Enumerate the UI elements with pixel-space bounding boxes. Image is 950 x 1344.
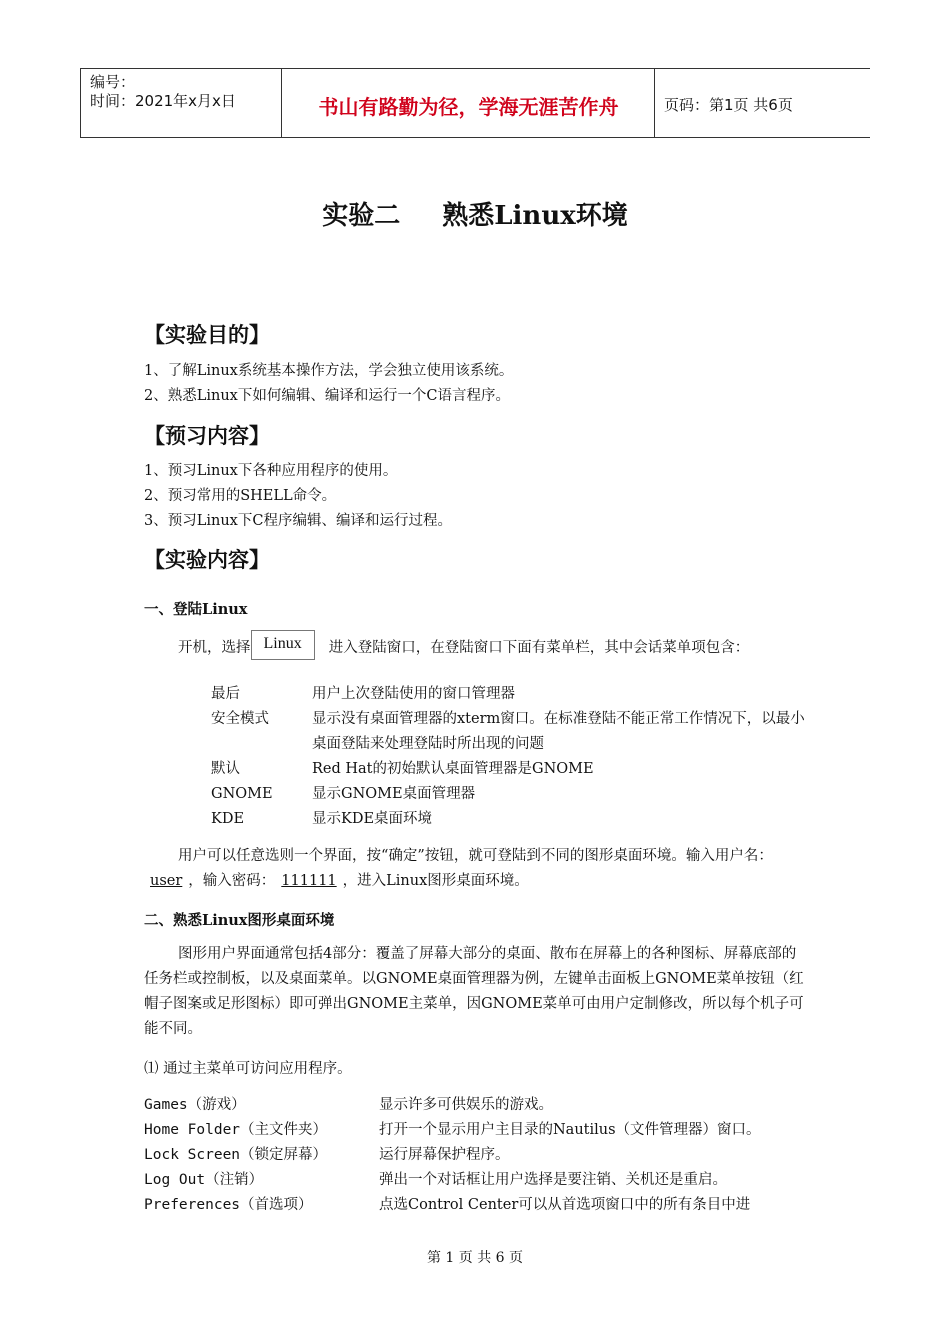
session-desc-kde: 显示KDE桌面环境 (312, 811, 433, 827)
session-term-gnome: GNOME (211, 786, 273, 802)
desktop-paragraph (144, 942, 810, 1042)
header-page-cell (655, 69, 870, 137)
purpose-item-2: 2、熟悉Linux下如何编辑、编译和运行一个C语言程序。 (144, 388, 510, 404)
title-part-2: 熟悉Linux环境 (442, 201, 628, 231)
desktop-sub-item-1: ⑴ 通过主菜单可访问应用程序。 (144, 1061, 352, 1077)
menu-term-preferences: Preferences（首选项） (144, 1197, 313, 1213)
menu-desc-lock-screen: 运行屏幕保护程序。 (379, 1147, 510, 1163)
preview-item-2: 2、预习常用的SHELL命令。 (144, 488, 337, 504)
menu-term-lock-screen: Lock Screen（锁定屏幕） (144, 1147, 328, 1163)
login-intro-b: 进入登陆窗口，在登陆窗口下面有菜单栏，其中会话菜单项包含： (328, 640, 750, 656)
header-motto-cell (282, 69, 655, 137)
login-intro-a: 开机，选择 (178, 640, 251, 656)
session-term-last: 最后 (211, 686, 240, 702)
section-heading-purpose: 【实验目的】 (144, 323, 270, 347)
session-desc-gnome: 显示GNOME桌面管理器 (312, 786, 476, 802)
subheading-login: 一、登陆Linux (144, 601, 248, 618)
menu-desc-preferences: 点选Control Center可以从首选项窗口中的所有条目中进 (379, 1197, 751, 1213)
linux-option-box: Linux (251, 630, 315, 660)
purpose-item-1: 1、了解Linux系统基本操作方法，学会独立使用该系统。 (144, 363, 514, 379)
session-desc-default: Red Hat的初始默认桌面管理器是GNOME (312, 761, 594, 777)
header-motto: 书山有路勤为径，学海无涯苦作舟 (318, 95, 619, 119)
doc-time-label: 时间：2021年x月x日 (90, 92, 236, 110)
menu-desc-games: 显示许多可供娱乐的游戏。 (379, 1097, 553, 1113)
login-credentials-paragraph (144, 844, 810, 894)
document-title (0, 195, 950, 232)
session-desc-last: 用户上次登陆使用的窗口管理器 (312, 686, 515, 702)
header-table (80, 68, 870, 138)
credentials-text-a: 用户可以任意选则一个界面，按“确定”按钮，就可登陆到不同的图形桌面环境。输入用户名： (178, 848, 773, 864)
session-desc-safe: 显示没有桌面管理器的xterm窗口。在标准登陆不能正常工作情况下，以最小桌面登陆来处理登陆时所出现的问题 (312, 711, 805, 752)
session-term-default: 默认 (211, 761, 240, 777)
doc-number-label: 编号： (90, 73, 136, 91)
section-heading-preview: 【预习内容】 (144, 424, 270, 448)
session-term-kde: KDE (211, 811, 245, 827)
header-page-info: 页码：第1页 共6页 (664, 96, 793, 114)
section-heading-content: 【实验内容】 (144, 548, 270, 572)
title-part-1: 实验二 (322, 201, 401, 231)
menu-desc-log-out: 弹出一个对话框让用户选择是要注销、关机还是重启。 (379, 1172, 727, 1188)
page-footer: 第 1 页 共 6 页 (426, 1250, 524, 1266)
menu-term-games: Games（游戏） (144, 1097, 246, 1113)
menu-desc-home-folder: 打开一个显示用户主目录的Nautilus（文件管理器）窗口。 (379, 1122, 761, 1138)
header-meta-cell (80, 69, 282, 137)
credentials-text-c: ，进入Linux图形桌面环境。 (342, 873, 529, 889)
password-value: 111111 (281, 873, 337, 889)
desktop-paragraph-text: 图形用户界面通常包括4部分：覆盖了屏幕大部分的桌面、散布在屏幕上的各种图标、屏幕底部的任务栏或控制板，以及桌面菜单。以GNOME桌面管理器为例，左键单击面板上GNOME菜单按钮（红帽子图案或足形图标）即可弹出GNOME主菜单，因GNOME菜单可由用户定制修改，所以每个机子可能不同。 (144, 946, 804, 1037)
subheading-desktop: 二、熟悉Linux图形桌面环境 (144, 912, 335, 929)
menu-term-log-out: Log Out（注销） (144, 1172, 264, 1188)
session-term-safe: 安全模式 (211, 711, 269, 727)
preview-item-1: 1、预习Linux下各种应用程序的使用。 (144, 463, 398, 479)
preview-item-3: 3、预习Linux下C程序编辑、编译和运行过程。 (144, 513, 452, 529)
menu-term-home-folder: Home Folder（主文件夹） (144, 1122, 328, 1138)
username-value: user (150, 873, 183, 889)
credentials-text-b: ，输入密码： (188, 873, 276, 889)
login-intro (144, 630, 810, 661)
